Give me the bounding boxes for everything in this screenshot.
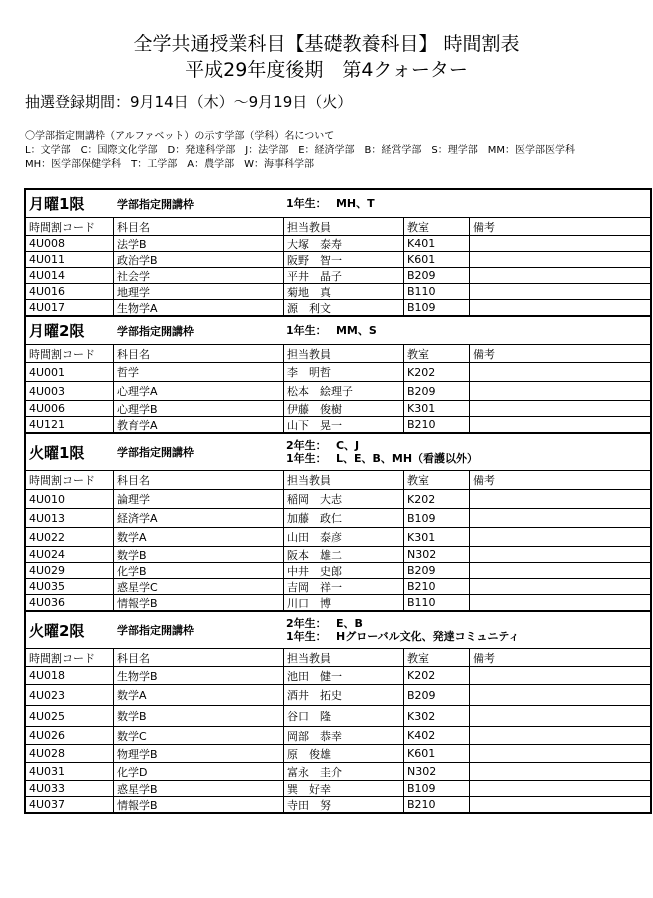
column-header: 担当教員 [284,345,404,362]
faculty-legend-line1: L：文学部 C：国際文化学部 D：発達科学部 J：法学部 E：経済学部 B：経営学部 S：理学部 MM：医学部医学科 [25,145,575,156]
block-header [26,317,650,345]
column-header: 科目名 [114,345,284,362]
teacher-cell: 稲岡 大志 [284,490,404,508]
teacher-cell: 池田 健一 [284,667,404,684]
subject-cell: 生物学B [114,667,284,684]
subject-cell: 地理学 [114,284,284,299]
room-cell: B110 [404,595,470,610]
designated-quota-label: 学部指定開講枠 [117,446,194,459]
subject-cell: 情報学B [114,797,284,812]
room-cell: B209 [404,382,470,400]
column-header: 時間割コード [26,649,114,666]
table-row [26,416,650,432]
teacher-cell: 伊藤 俊樹 [284,401,404,416]
teacher-cell: 松本 絵理子 [284,382,404,400]
table-row [26,780,650,796]
column-header: 備考 [473,651,495,665]
table-row [26,400,650,416]
period-label: 火曜2限 [29,621,85,640]
code-cell: 4U001 [26,363,114,381]
room-cell: K301 [404,401,470,416]
faculty-note-heading: 〇学部指定開講枠（アルファベット）の示す学部（学科）名について [25,131,335,142]
code-cell: 4U003 [26,382,114,400]
room-cell: K302 [404,706,470,726]
code-cell: 4U013 [26,509,114,527]
subject-cell: 化学D [114,763,284,780]
subject-cell: 心理学A [114,382,284,400]
column-header-row [26,345,650,362]
block-header [26,190,650,218]
room-cell: B210 [404,579,470,594]
remarks-cell [470,745,650,762]
year-quota-line: 1年生： Hグローバル文化、発達コミュニティ [286,630,520,643]
subject-cell: 生物学A [114,300,284,315]
timetable [24,190,652,814]
year-quota-line: 1年生： MM、S [286,324,377,337]
subject-cell: 数学A [114,685,284,705]
timetable-block [24,188,652,317]
table-row [26,299,650,315]
column-header: 時間割コード [26,471,114,489]
period-label: 月曜2限 [29,322,85,340]
code-cell: 4U028 [26,745,114,762]
column-header: 備考 [473,474,495,487]
year-quota-line: 2年生： E、B [286,617,363,630]
code-cell: 4U016 [26,284,114,299]
column-header: 備考 [473,220,495,234]
room-cell: B109 [404,509,470,527]
table-row [26,578,650,594]
remarks-cell [470,528,650,546]
table-row [26,762,650,780]
teacher-cell: 巽 好幸 [284,781,404,796]
room-cell: B209 [404,563,470,578]
room-cell: K601 [404,252,470,267]
remarks-cell [470,417,650,432]
remarks-cell [470,252,650,267]
code-cell: 4U011 [26,252,114,267]
subject-cell: 政治学B [114,252,284,267]
room-cell: K401 [404,236,470,251]
code-cell: 4U017 [26,300,114,315]
table-row [26,267,650,283]
column-header: 時間割コード [26,345,114,362]
subject-cell: 心理学B [114,401,284,416]
code-cell: 4U022 [26,528,114,546]
teacher-cell: 中井 史郎 [284,563,404,578]
column-header: 教室 [404,218,470,235]
designated-quota-label: 学部指定開講枠 [117,624,194,637]
code-cell: 4U023 [26,685,114,705]
block-header [26,612,650,649]
table-row [26,594,650,610]
subject-cell: 社会学 [114,268,284,283]
column-header: 担当教員 [284,471,404,489]
column-header-row [26,218,650,235]
column-header: 科目名 [114,218,284,235]
designated-faculties [284,612,650,648]
room-cell: K402 [404,727,470,744]
room-cell: B210 [404,417,470,432]
code-cell: 4U010 [26,490,114,508]
table-row [26,562,650,578]
teacher-cell: 原 俊雄 [284,745,404,762]
teacher-cell: 岡部 恭幸 [284,727,404,744]
remarks-cell [470,268,650,283]
room-cell: B109 [404,300,470,315]
teacher-cell: 富永 圭介 [284,763,404,780]
table-row [26,362,650,381]
teacher-cell: 源 利文 [284,300,404,315]
remarks-cell [470,547,650,562]
room-cell: B110 [404,284,470,299]
subject-cell: 教育学A [114,417,284,432]
column-header-row [26,471,650,489]
column-header: 教室 [404,471,470,489]
table-row [26,283,650,299]
remarks-cell [470,284,650,299]
room-cell: K202 [404,667,470,684]
remarks-cell [470,579,650,594]
timetable-block [24,432,652,612]
code-cell: 4U033 [26,781,114,796]
remarks-cell [470,763,650,780]
subject-cell: 数学B [114,547,284,562]
teacher-cell: 酒井 拓史 [284,685,404,705]
subject-cell: 惑星学C [114,579,284,594]
year-quota-line: 1年生： L、E、B、MH（看護以外） [286,452,479,465]
room-cell: N302 [404,763,470,780]
period-label: 火曜1限 [29,443,85,462]
teacher-cell: 川口 博 [284,595,404,610]
teacher-cell: 加藤 政仁 [284,509,404,527]
remarks-cell [470,781,650,796]
room-cell: B209 [404,268,470,283]
code-cell: 4U008 [26,236,114,251]
code-cell: 4U036 [26,595,114,610]
teacher-cell: 李 明哲 [284,363,404,381]
table-row [26,235,650,251]
room-cell: K202 [404,490,470,508]
room-cell: K601 [404,745,470,762]
remarks-cell [470,509,650,527]
table-row [26,744,650,762]
column-header: 備考 [473,347,495,361]
column-header: 教室 [404,649,470,666]
table-row [26,508,650,527]
table-row [26,527,650,546]
page-title-line1: 全学共通授業科目【基礎教養科目】 時間割表 [133,33,520,55]
timetable-block [24,610,652,814]
teacher-cell: 阪野 智一 [284,252,404,267]
subject-cell: 数学C [114,727,284,744]
designated-faculties [284,190,650,217]
designated-quota-label: 学部指定開講枠 [117,324,194,338]
remarks-cell [470,685,650,705]
column-header: 科目名 [114,649,284,666]
teacher-cell: 谷口 隆 [284,706,404,726]
teacher-cell: 阪本 雄二 [284,547,404,562]
code-cell: 4U018 [26,667,114,684]
remarks-cell [470,363,650,381]
teacher-cell: 平井 晶子 [284,268,404,283]
table-row [26,251,650,267]
table-row [26,666,650,684]
teacher-cell: 寺田 努 [284,797,404,812]
code-cell: 4U014 [26,268,114,283]
remarks-cell [470,595,650,610]
remarks-cell [470,563,650,578]
table-row [26,705,650,726]
table-row [26,726,650,744]
remarks-cell [470,382,650,400]
year-quota-line: 2年生： C、J [286,439,360,452]
designated-faculties [284,317,650,344]
subject-cell: 論理学 [114,490,284,508]
teacher-cell: 菊地 真 [284,284,404,299]
faculty-legend-line2: MH：医学部保健学科 T：工学部 A：農学部 W：海事科学部 [25,159,314,170]
table-row [26,381,650,400]
room-cell: N302 [404,547,470,562]
block-header [26,434,650,471]
code-cell: 4U029 [26,563,114,578]
subject-cell: 惑星学B [114,781,284,796]
code-cell: 4U037 [26,797,114,812]
subject-cell: 情報学B [114,595,284,610]
column-header: 科目名 [114,471,284,489]
room-cell: B209 [404,685,470,705]
subject-cell: 哲学 [114,363,284,381]
subject-cell: 法学B [114,236,284,251]
subject-cell: 化学B [114,563,284,578]
column-header: 時間割コード [26,218,114,235]
code-cell: 4U026 [26,727,114,744]
teacher-cell: 吉岡 祥一 [284,579,404,594]
table-row [26,489,650,508]
remarks-cell [470,727,650,744]
remarks-cell [470,236,650,251]
subject-cell: 経済学A [114,509,284,527]
teacher-cell: 山田 泰彦 [284,528,404,546]
remarks-cell [470,667,650,684]
column-header-row [26,649,650,666]
table-row [26,684,650,705]
remarks-cell [470,300,650,315]
code-cell: 4U025 [26,706,114,726]
table-row [26,546,650,562]
designated-quota-label: 学部指定開講枠 [117,197,194,211]
subject-cell: 数学B [114,706,284,726]
room-cell: B210 [404,797,470,812]
period-label: 月曜1限 [29,195,85,213]
code-cell: 4U031 [26,763,114,780]
room-cell: K301 [404,528,470,546]
registration-period: 抽選登録期間：9月14日（木）～9月19日（火） [25,93,353,111]
room-cell: B109 [404,781,470,796]
code-cell: 4U006 [26,401,114,416]
column-header: 担当教員 [284,218,404,235]
subject-cell: 数学A [114,528,284,546]
timetable-block [24,315,652,434]
teacher-cell: 山下 晃一 [284,417,404,432]
page-title-line2: 平成29年度後期 第4クォーター [185,59,468,81]
teacher-cell: 大塚 泰寿 [284,236,404,251]
subject-cell: 物理学B [114,745,284,762]
room-cell: K202 [404,363,470,381]
remarks-cell [470,401,650,416]
code-cell: 4U024 [26,547,114,562]
column-header: 担当教員 [284,649,404,666]
remarks-cell [470,706,650,726]
code-cell: 4U121 [26,417,114,432]
code-cell: 4U035 [26,579,114,594]
remarks-cell [470,797,650,812]
table-row [26,796,650,812]
column-header: 教室 [404,345,470,362]
designated-faculties [284,434,650,470]
remarks-cell [470,490,650,508]
year-quota-line: 1年生： MH、T [286,197,375,210]
